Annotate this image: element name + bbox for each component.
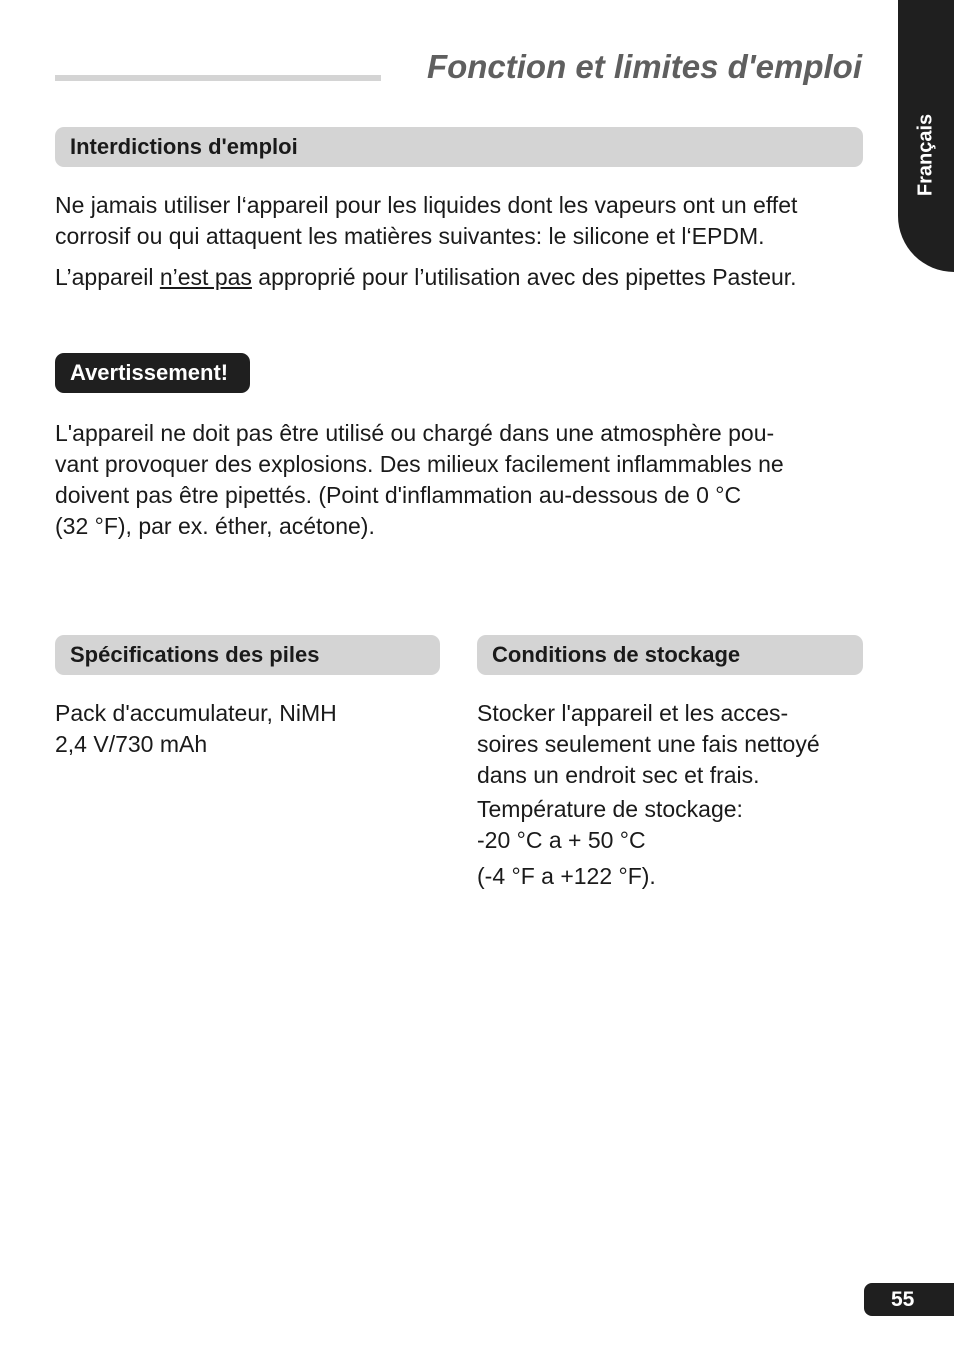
warning-paragraph (55, 418, 784, 542)
pasteur-note (55, 262, 797, 293)
warning-heading: Avertissement! (55, 353, 250, 393)
text-line: 2,4 V/730 mAh (55, 731, 208, 757)
pasteur-note-emphasis: n’est pas (159, 264, 252, 290)
text-line: soires seulement une fais nettoyé (477, 731, 820, 757)
interdictions-heading: Interdictions d'emploi (55, 127, 863, 167)
page-number: 55 (864, 1283, 954, 1316)
pasteur-note-end: approprié pour l’utilisation avec des pipettes Pasteur. (251, 264, 797, 290)
text-line: Température de stockage: (477, 796, 743, 822)
battery-heading: Spécifications des piles (55, 635, 440, 675)
text-line: Pack d'accumulateur, NiMH (55, 700, 337, 726)
text-line: dans un endroit sec et frais. (477, 762, 760, 788)
text-line: (-4 °F a +122 °F). (477, 863, 656, 889)
storage-paragraph (477, 698, 820, 791)
pasteur-note-start: L’appareil (55, 264, 160, 290)
text-line: -20 °C a + 50 °C (477, 827, 646, 853)
text-line: L'appareil ne doit pas être utilisé ou chargé dans une atmosphère pou- (55, 420, 775, 446)
text-line: (32 °F), par ex. éther, acétone). (55, 513, 375, 539)
text-line: Ne jamais utiliser l‘appareil pour les liquides dont les vapeurs ont un effet (55, 192, 798, 218)
language-tab-label: Français (914, 113, 937, 197)
battery-specs (55, 698, 337, 760)
storage-heading: Conditions de stockage (477, 635, 863, 675)
title-rule (55, 75, 381, 81)
storage-temperature (477, 794, 743, 856)
text-line: vant provoquer des explosions. Des milieux facilement inflammables ne (55, 451, 784, 477)
text-line: doivent pas être pipettés. (Point d'inflammation au-dessous de 0 °C (55, 482, 742, 508)
storage-temperature-fahrenheit (477, 861, 656, 892)
text-line: corrosif ou qui attaquent les matières suivantes: le silicone et l‘EPDM. (55, 223, 765, 249)
text-line (55, 262, 797, 293)
page-title: Fonction et limites d'emploi (426, 48, 862, 85)
text-line: Stocker l'appareil et les acces- (477, 700, 789, 726)
interdictions-paragraph (55, 190, 797, 252)
